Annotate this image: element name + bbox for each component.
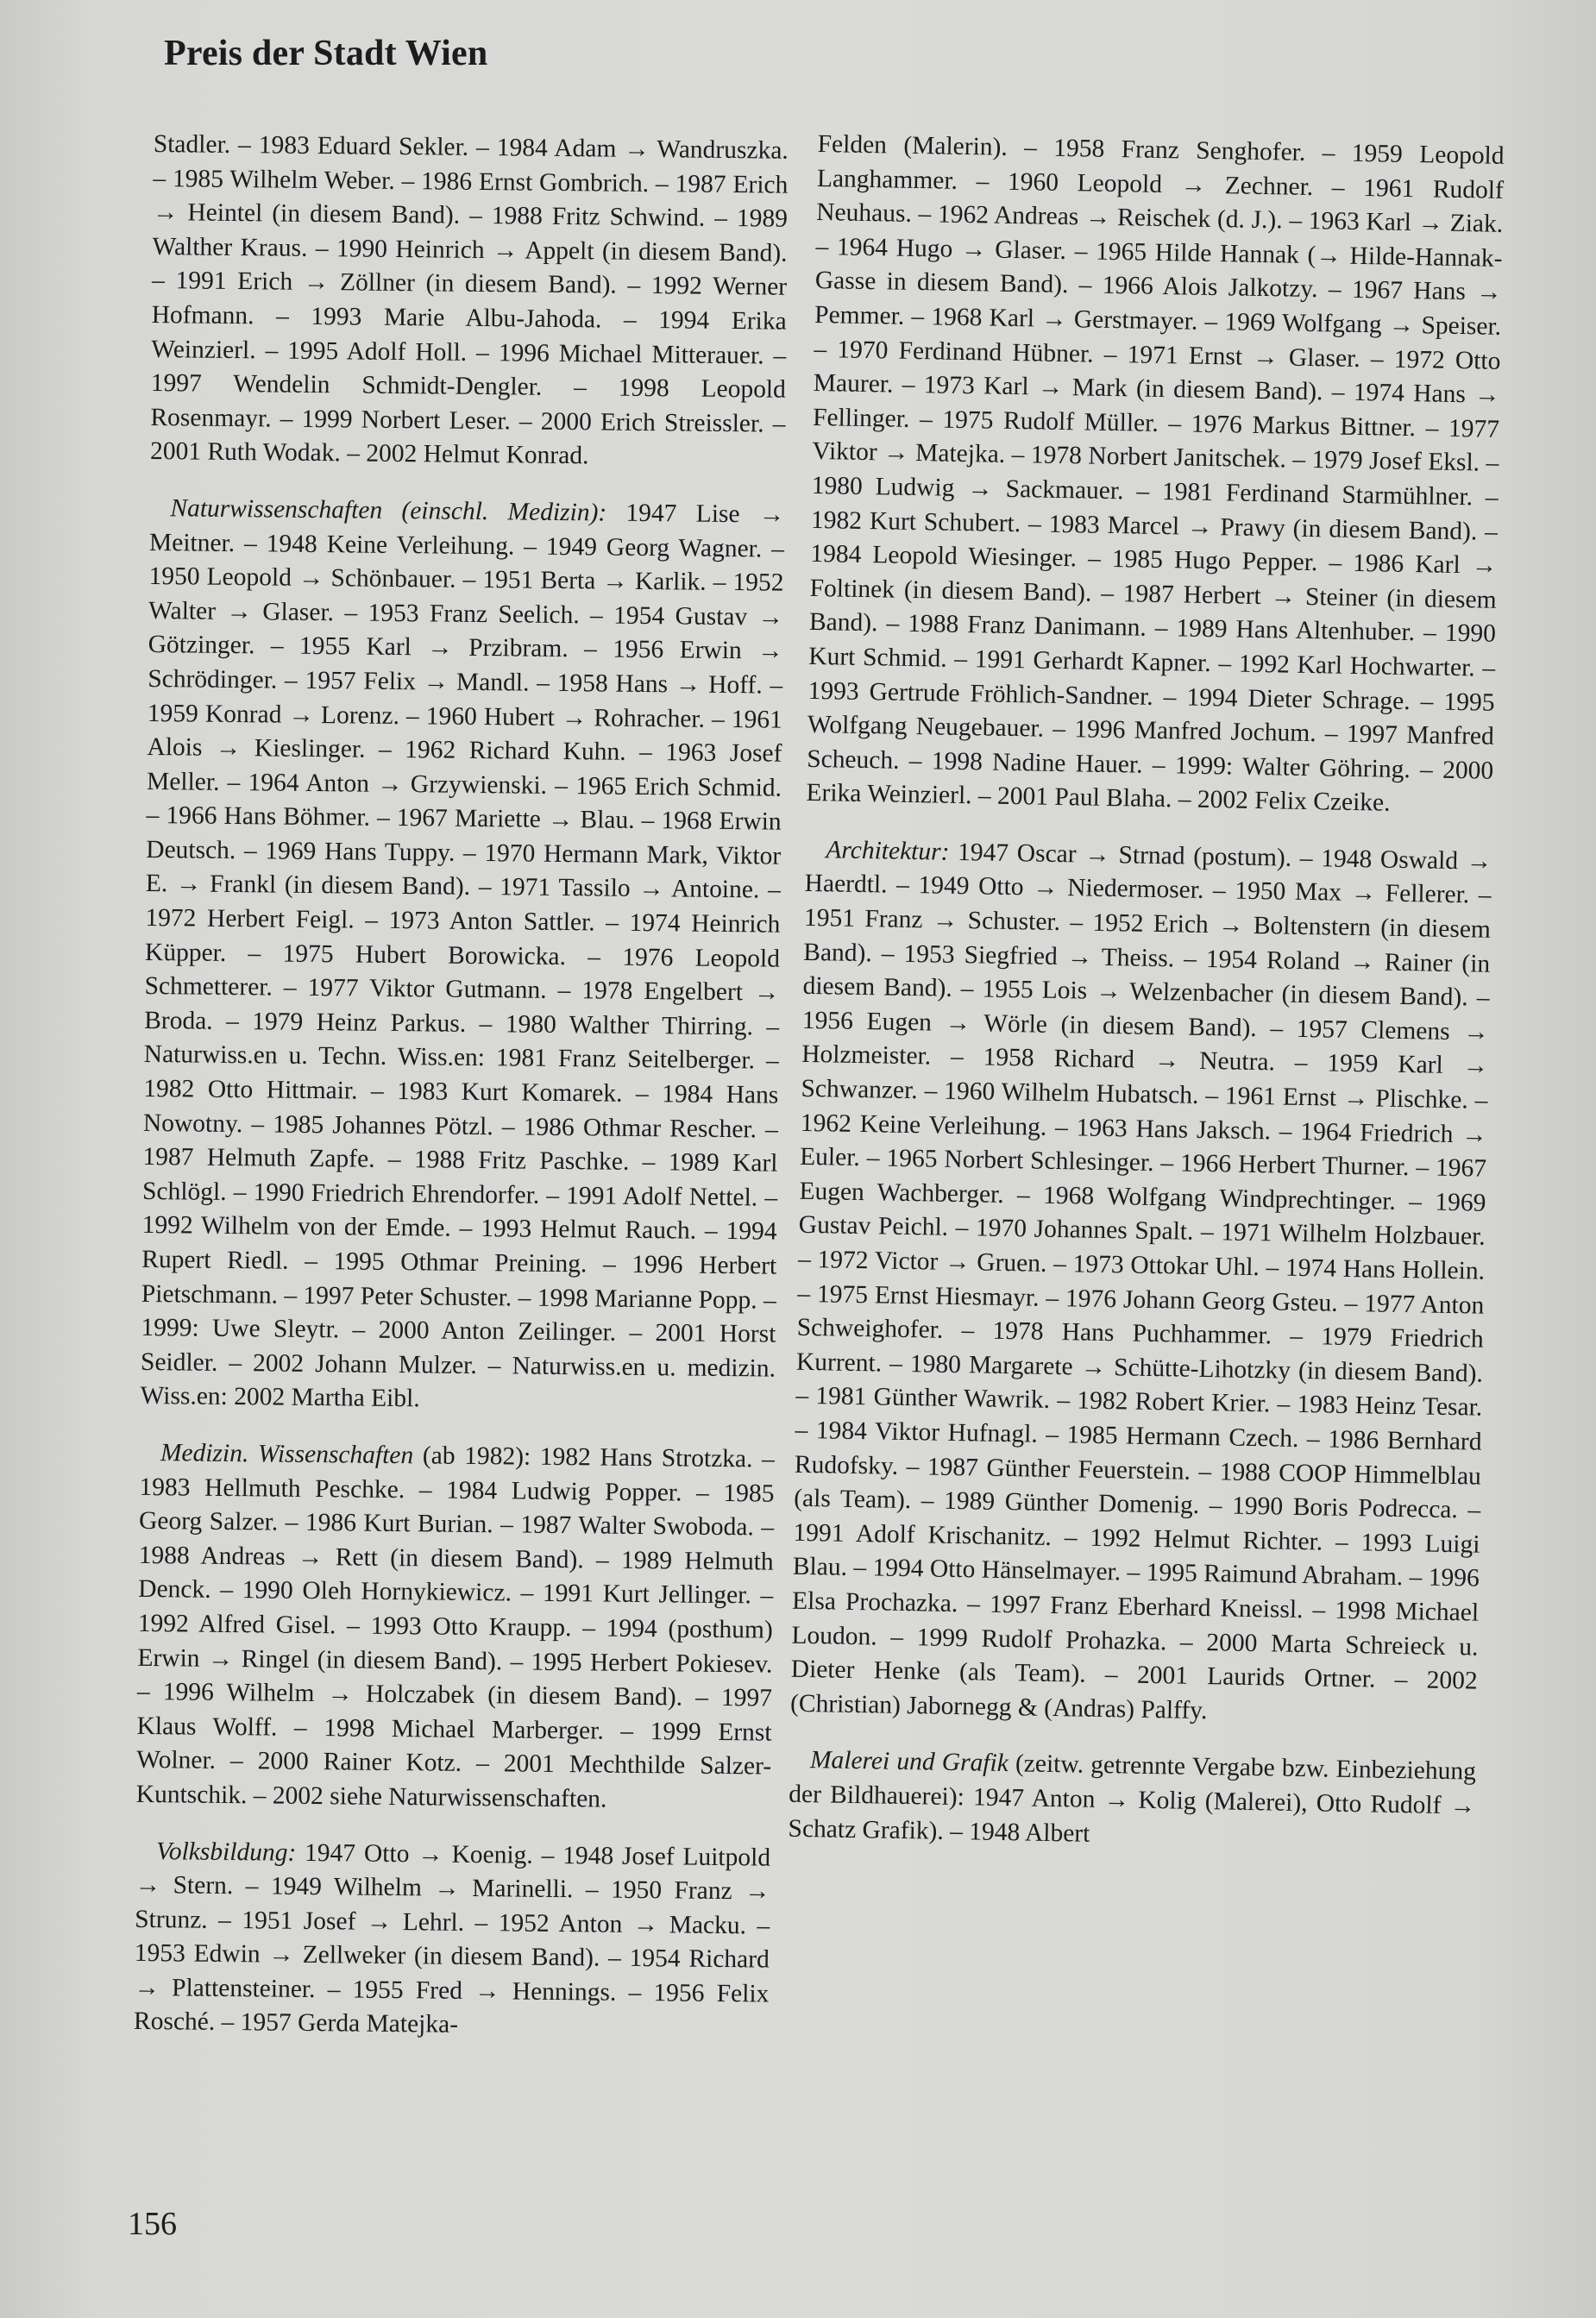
section-volksbildung xyxy=(134,1834,770,2045)
section-medizin xyxy=(136,1436,776,1819)
left-column xyxy=(134,128,789,2069)
continuation-paragraph: Felden (Malerin). – 1958 Franz Senghofer. – 1959 Leopold Langhammer. – 1960 Leopold → Zechner. – 1961 Rudolf Neuhaus. – 1962 Andreas → Reischek (d. J.). – 1963 Karl → Ziak. – 1964 Hugo → Glaser. – 1965 Hilde Hannak (→ Hilde-Hannak-Gasse in diesem Band). – 1966 Alois Jalkotzy. – 1967 Hans → Pemmer. – 1968 Karl → Gerstmayer. – 1969 Wolfgang → Speiser. – 1970 Ferdinand Hübner. – 1971 Ernst → Glaser. – 1972 Otto Maurer. – 1973 Karl → Mark (in diesem Band). – 1974 Hans → Fellinger. – 1975 Rudolf Müller. – 1976 Markus Bittner. – 1977 Viktor → Matejka. – 1978 Norbert Janitschek. – 1979 Josef Eksl. – 1980 Ludwig → Sackmauer. – 1981 Ferdinand Starmühlner. – 1982 Kurt Schubert. – 1983 Marcel → Prawy (in diesem Band). – 1984 Leopold Wiesinger. – 1985 Hugo Pepper. – 1986 Karl → Foltinek (in diesem Band). – 1987 Herbert → Steiner (in diesem Band). – 1988 Franz Danimann. – 1989 Hans Altenhuber. – 1990 Kurt Schmid. – 1991 Gerhardt Kapner. – 1992 Karl Hochwarter. – 1993 Gertrude Fröhlich-Sandner. – 1994 Dieter Schrage. – 1995 Wolfgang Neugebauer. – 1996 Manfred Jochum. – 1997 Manfred Scheuch. – 1998 Nadine Hauer. – 1999: Walter Göhring. – 2000 Erika Weinzierl. – 2001 Paul Blaha. – 2002 Felix Czeike. xyxy=(806,129,1505,817)
section-text: (zeitw. getrennte Vergabe bzw. Einbeziehung der Bildhauerei): 1947 Anton → Kolig (Malerei), Otto Rudolf → Schatz Grafik). – 1948 Albert xyxy=(788,1749,1477,1848)
section-label: Architektur: xyxy=(826,836,950,866)
section-text: 1947 Otto → Koenig. – 1948 Josef Luitpold → Stern. – 1949 Wilhelm → Marinelli. – 1950 Franz → Strunz. – 1951 Josef → Lehrl. – 1952 Anton → Macku. – 1953 Edwin → Zellweker (in diesem Band). – 1954 Richard → Plattensteiner. – 1955 Fred → Hennings. – 1956 Felix Rosché. – 1957 Gerda Matejka- xyxy=(133,1838,771,2039)
page-number: 156 xyxy=(128,2206,177,2242)
section-label: Volksbildung: xyxy=(155,1837,297,1867)
section-architektur xyxy=(790,833,1492,1733)
section-label: Naturwissenschaften (einschl. Medizin): xyxy=(170,494,607,527)
section-label: Medizin. Wissenschaften xyxy=(160,1439,414,1470)
right-column xyxy=(788,128,1505,1881)
section-malerei-grafik xyxy=(788,1743,1476,1858)
section-naturwissenschaften xyxy=(140,492,784,1421)
section-label: Malerei und Grafik xyxy=(809,1746,1009,1778)
running-header: Preis der Stadt Wien xyxy=(164,34,488,73)
section-text: (ab 1982): 1982 Hans Strotzka. – 1983 Hellmuth Peschke. – 1984 Ludwig Popper. – 1985 Georg Salzer. – 1986 Kurt Burian. – 1987 Walter Swoboda. – 1988 Andreas → Rett (in diesem Band). – 1989 Helmuth Denck. – 1990 Oleh Hornykiewicz. – 1991 Kurt Jellinger. – 1992 Alfred Gisel. – 1993 Otto Kraupp. – 1994 (posthum) Erwin → Ringel (in diesem Band). – 1995 Herbert Pokiesev. – 1996 Wilhelm → Holczabek (in diesem Band). – 1997 Klaus Wolff. – 1998 Michael Marberger. – 1999 Ernst Wolner. – 2000 Rainer Kotz. – 2001 Mechthilde Salzer-Kuntschik. – 2002 siehe Naturwissenschaften. xyxy=(135,1442,776,1813)
section-text: 1947 Oscar → Strnad (postum). – 1948 Oswald → Haerdtl. – 1949 Otto → Niedermoser. – 1950 Max → Fellerer. – 1951 Franz → Schuster. – 1952 Erich → Boltenstern (in diesem Band). – 1953 Siegfried → Theiss. – 1954 Roland → Rainer (in diesem Band). – 1955 Lois → Welzenbacher (in diesem Band). – 1956 Eugen → Wörle (in diesem Band). – 1957 Clemens → Holzmeister. – 1958 Richard → Neutra. – 1959 Karl → Schwanzer. – 1960 Wilhelm Hubatsch. – 1961 Ernst → Plischke. – 1962 Keine Verleihung. – 1963 Hans Jaksch. – 1964 Friedrich → Euler. – 1965 Norbert Schlesinger. – 1966 Herbert Thurner. – 1967 Eugen Wachberger. – 1968 Wolfgang Windprechtinger. – 1969 Gustav Peichl. – 1970 Johannes Spalt. – 1971 Wilhelm Holzbauer. – 1972 Victor → Gruen. – 1973 Ottokar Uhl. – 1974 Hans Hollein. – 1975 Ernst Hiesmayr. – 1976 Johann Georg Gsteu. – 1977 Anton Schweighofer. – 1978 Hans Puchhammer. – 1979 Friedrich Kurrent. – 1980 Margarete → Schütte-Lihotzky (in diesem Band). – 1981 Günther Wawrik. – 1982 Robert Krier. – 1983 Heinz Tesar. – 1984 Viktor Hufnagl. – 1985 Hermann Czech. – 1986 Bernhard Rudofsky. – 1987 Günther Feuerstein. – 1988 COOP Himmelblau (als Team). – 1989 Günther Domenig. – 1990 Boris Podrecca. – 1991 Adolf Krischanitz. – 1992 Helmut Richter. – 1993 Luigi Blau. – 1994 Otto Hänselmayer. – 1995 Raimund Abraham. – 1996 Elsa Prochazka. – 1997 Franz Eberhard Kneissl. – 1998 Michael Loudon. – 1999 Rudolf Prohazka. – 2000 Marta Schreieck u. Dieter Henke (als Team). – 2001 Laurids Ortner. – 2002 (Christian) Jabornegg & (Andras) Palffy. xyxy=(789,838,1492,1724)
section-text: 1947 Lise → Meitner. – 1948 Keine Verleihung. – 1949 Georg Wagner. – 1950 Leopold → Schönbauer. – 1951 Berta → Karlik. – 1952 Walter → Glaser. – 1953 Franz Seelich. – 1954 Gustav → Götzinger. – 1955 Karl → Przibram. – 1956 Erwin → Schrödinger. – 1957 Felix → Mandl. – 1958 Hans → Hoff. – 1959 Konrad → Lorenz. – 1960 Hubert → Rohracher. – 1961 Alois → Kieslinger. – 1962 Richard Kuhn. – 1963 Josef Meller. – 1964 Anton → Grzywienski. – 1965 Erich Schmid. – 1966 Hans Böhmer. – 1967 Mariette → Blau. – 1968 Erwin Deutsch. – 1969 Hans Tuppy. – 1970 Hermann Mark, Viktor E. → Frankl (in diesem Band). – 1971 Tassilo → Antoine. – 1972 Herbert Feigl. – 1973 Anton Sattler. – 1974 Heinrich Küpper. – 1975 Hubert Borowicka. – 1976 Leopold Schmetterer. – 1977 Viktor Gutmann. – 1978 Engelbert → Broda. – 1979 Heinz Parkus. – 1980 Walther Thirring. – Naturwiss.en u. Techn. Wiss.en: 1981 Franz Seitelberger. – 1982 Otto Hittmair. – 1983 Kurt Komarek. – 1984 Hans Nowotny. – 1985 Johannes Pötzl. – 1986 Othmar Rescher. – 1987 Helmuth Zapfe. – 1988 Fritz Paschke. – 1989 Karl Schlögl. – 1990 Friedrich Ehrendorfer. – 1991 Adolf Nettel. – 1992 Wilhelm von der Emde. – 1993 Helmut Rauch. – 1994 Rupert Riedl. – 1995 Othmar Preining. – 1996 Herbert Pietschmann. – 1997 Peter Schuster. – 1998 Marianne Popp. – 1999: Uwe Sleytr. – 2000 Anton Zeilinger. – 2001 Horst Seidler. – 2002 Johann Mulzer. – Naturwiss.en u. medizin. Wiss.en: 2002 Martha Eibl. xyxy=(140,499,785,1413)
continuation-paragraph: Stadler. – 1983 Eduard Sekler. – 1984 Adam → Wandruszka. – 1985 Wilhelm Weber. – 1986 Ernst Gombrich. – 1987 Erich → Heintel (in diesem Band). – 1988 Fritz Schwind. – 1989 Walther Kraus. – 1990 Heinrich → Appelt (in diesem Band). – 1991 Erich → Zöllner (in diesem Band). – 1992 Werner Hofmann. – 1993 Marie Albu-Jahoda. – 1994 Erika Weinzierl. – 1995 Adolf Holl. – 1996 Michael Mitterauer. – 1997 Wendelin Schmidt-Dengler. – 1998 Leopold Rosenmayr. – 1999 Norbert Leser. – 2000 Erich Streissler. – 2001 Ruth Wodak. – 2002 Helmut Konrad. xyxy=(149,129,789,470)
